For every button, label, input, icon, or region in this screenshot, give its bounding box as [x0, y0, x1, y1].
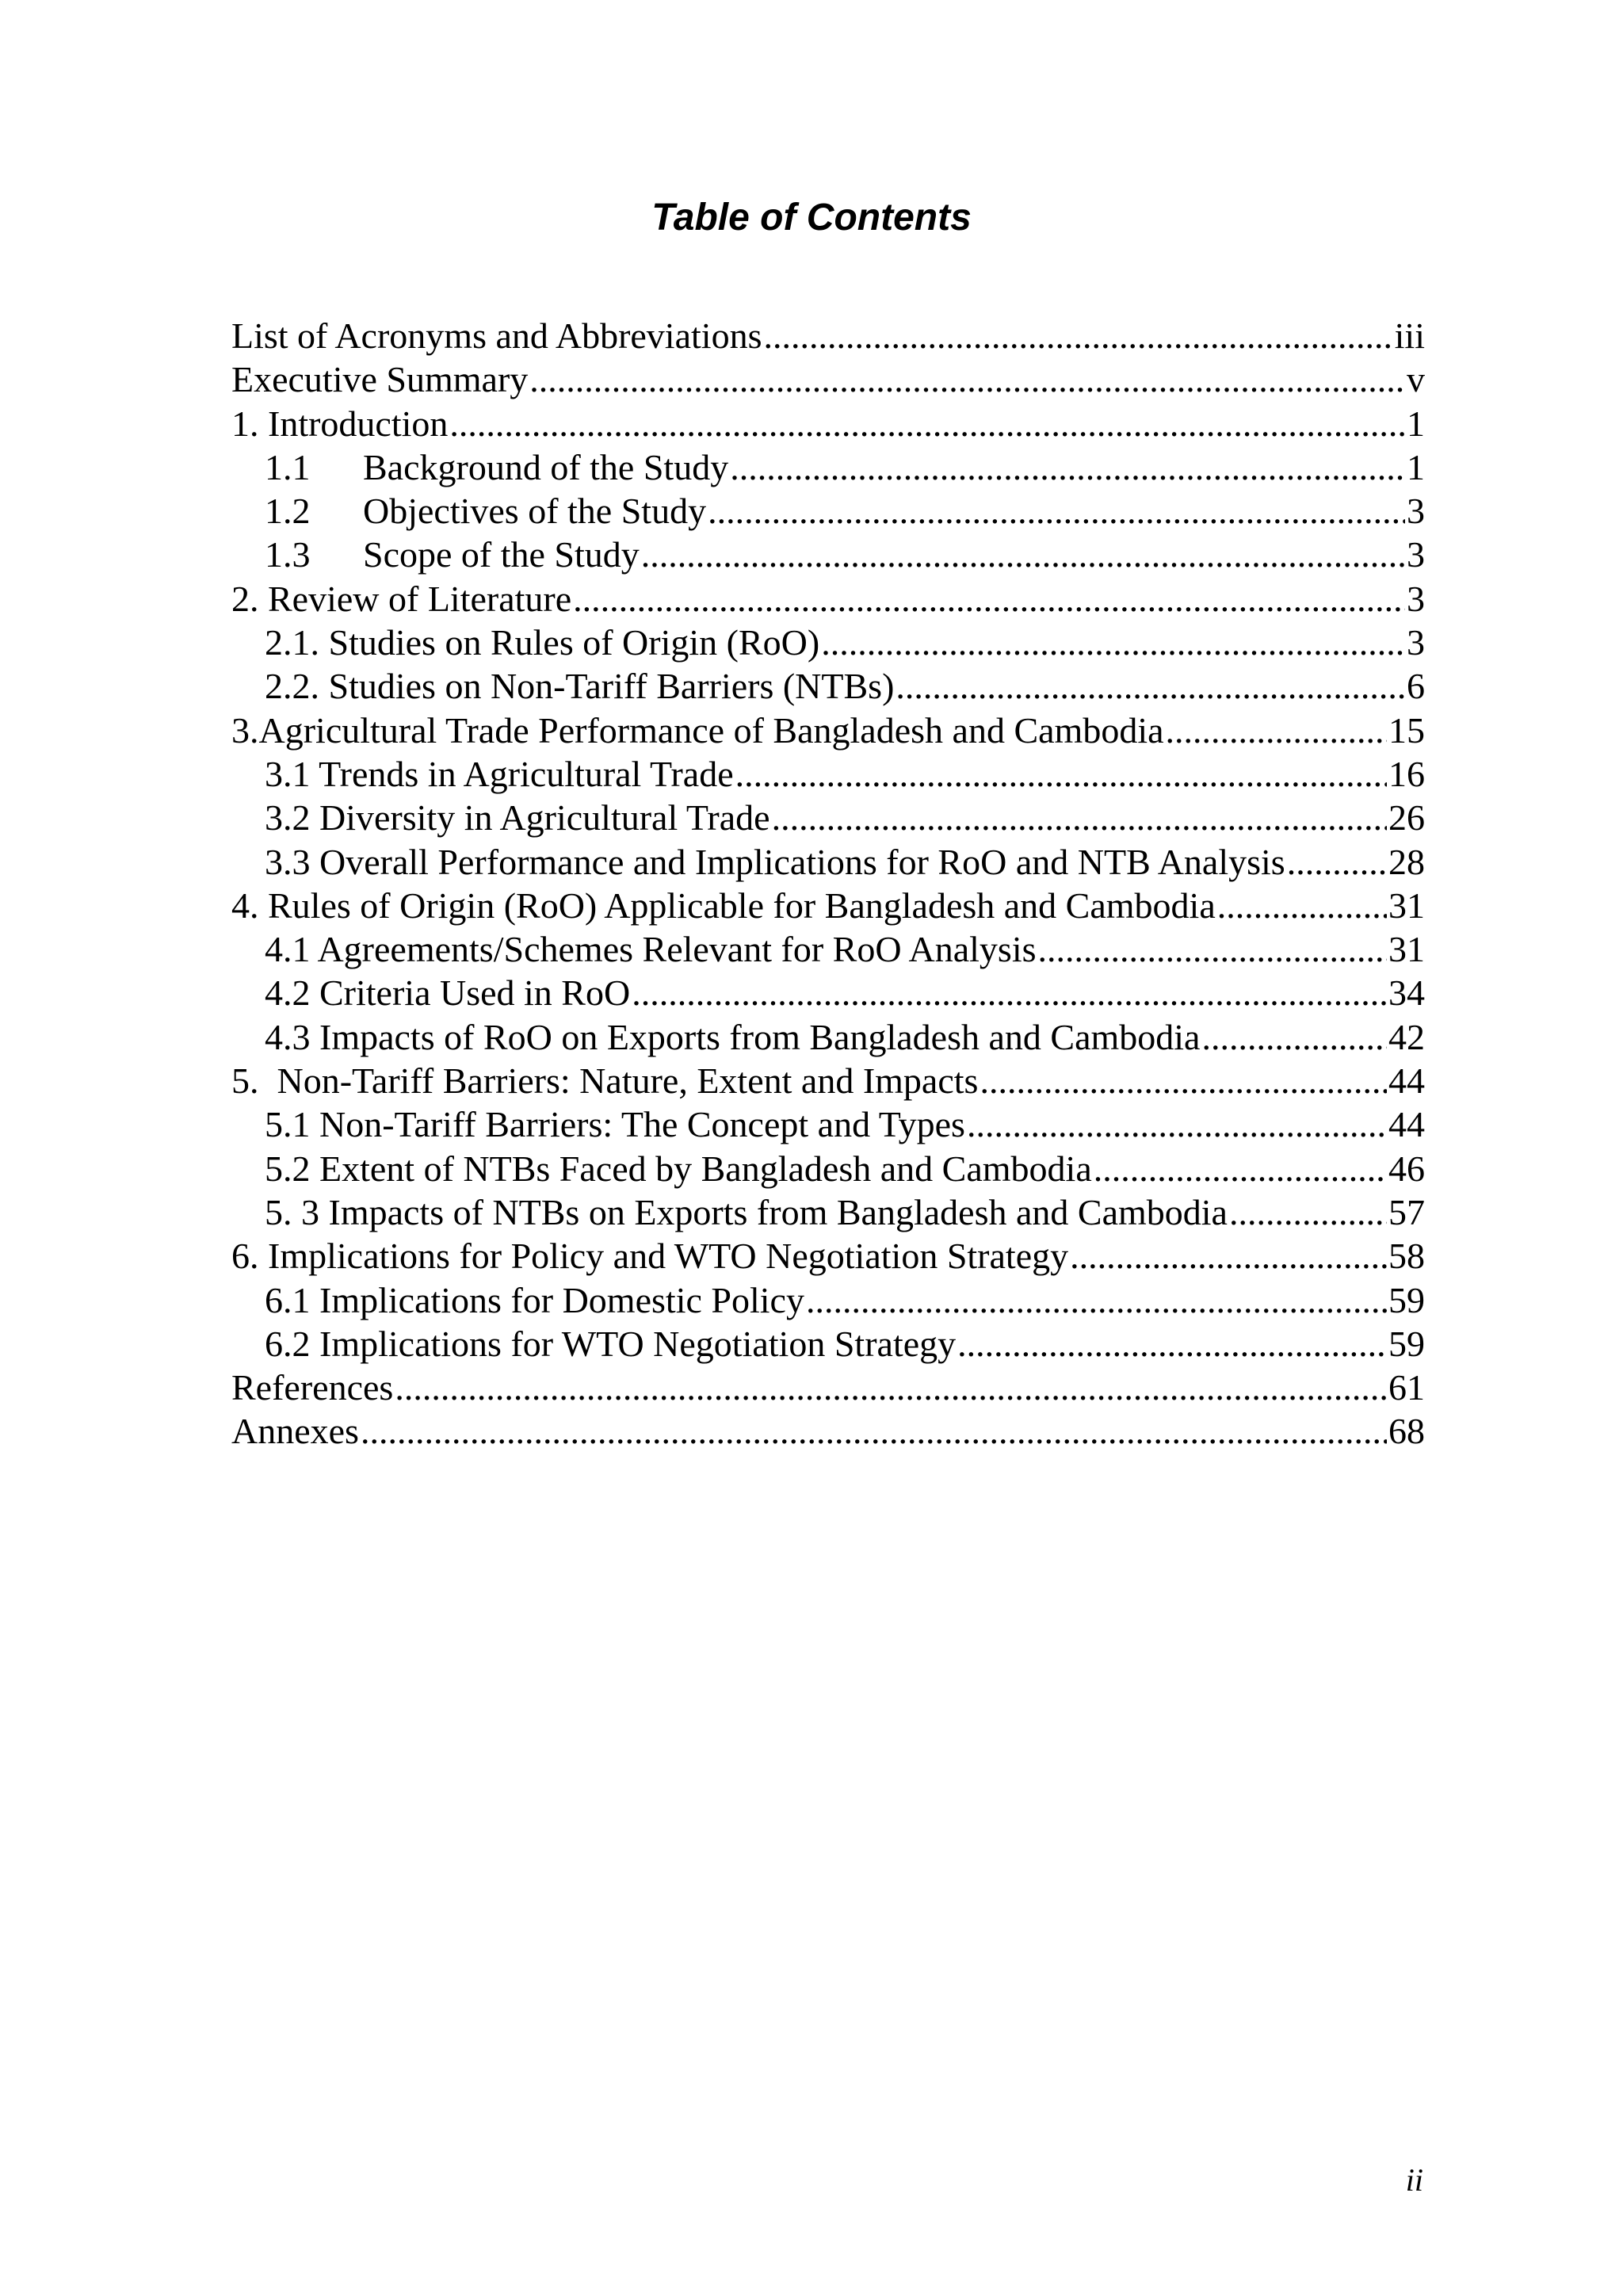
toc-entry-diversity[interactable]: [231, 796, 1425, 839]
dot-leader: [361, 1409, 1387, 1453]
toc-entry-title: 5.2 Extent of NTBs Faced by Bangladesh and Cambodia: [265, 1148, 1092, 1189]
toc-entry-title: Annexes: [231, 1411, 359, 1452]
toc-entry-page: v: [1407, 359, 1425, 400]
dot-leader: [573, 577, 1405, 621]
toc-entry-title: Background of the Study: [363, 446, 729, 487]
toc-entry-page: 15: [1388, 709, 1425, 751]
toc-entry-page: 3: [1407, 578, 1425, 619]
toc-entry-number: 1.1: [265, 446, 311, 487]
dot-leader: [896, 664, 1405, 708]
dot-leader: [821, 621, 1405, 664]
toc-entry-title: References: [231, 1367, 394, 1408]
toc-entry-title: 4.1 Agreements/Schemes Relevant for RoO Analysis: [265, 929, 1037, 970]
dot-leader: [395, 1366, 1387, 1409]
toc-entry-criteria-roo[interactable]: [231, 971, 1425, 1014]
toc-entry-ntb-concept[interactable]: [231, 1102, 1425, 1146]
toc-entry-objectives[interactable]: [231, 489, 1425, 533]
toc-entry-title: 6.1 Implications for Domestic Policy: [265, 1279, 804, 1320]
toc-entry-title: 3.Agricultural Trade Performance of Bangladesh and Cambodia: [231, 709, 1164, 751]
toc-entry-page: 26: [1388, 797, 1425, 839]
page-number: ii: [1405, 2162, 1423, 2198]
toc-entry-ntb-extent[interactable]: [231, 1147, 1425, 1190]
toc-entry-overall-performance[interactable]: [231, 840, 1425, 884]
toc-entry-agreements-schemes[interactable]: [231, 927, 1425, 971]
toc-entry-page: iii: [1394, 315, 1425, 356]
dot-leader: [735, 752, 1387, 796]
dot-leader: [529, 357, 1405, 401]
table-of-contents: [231, 314, 1425, 1454]
dot-leader: [1229, 1190, 1387, 1234]
toc-entry-page: 59: [1388, 1279, 1425, 1320]
toc-entry-page: 3: [1407, 622, 1425, 663]
toc-entry-title: 1. Introduction: [231, 403, 449, 444]
dot-leader: [708, 489, 1405, 533]
toc-entry-trends[interactable]: [231, 752, 1425, 796]
toc-entry-annexes[interactable]: [231, 1409, 1425, 1453]
dot-leader: [641, 533, 1405, 576]
toc-entry-title: 5. 3 Impacts of NTBs on Exports from Bangladesh and Cambodia: [265, 1191, 1228, 1232]
toc-entry-implications[interactable]: [231, 1234, 1425, 1278]
toc-entry-page: 42: [1388, 1016, 1425, 1057]
toc-entry-title: Executive Summary: [231, 359, 529, 400]
toc-entry-page: 3: [1407, 491, 1425, 532]
toc-entry-page: 6: [1407, 666, 1425, 707]
toc-entry-wto-strategy[interactable]: [231, 1322, 1425, 1366]
toc-entry-title: Objectives of the Study: [363, 491, 707, 532]
toc-entry-page: 59: [1388, 1323, 1425, 1364]
toc-entry-number: 1.2: [265, 491, 311, 532]
toc-entry-page: 46: [1388, 1148, 1425, 1189]
toc-entry-title: Scope of the Study: [363, 534, 640, 575]
toc-entry-title: 2. Review of Literature: [231, 578, 572, 619]
toc-entry-page: 28: [1388, 841, 1425, 882]
dot-leader: [1287, 840, 1387, 884]
toc-entry-page: 16: [1388, 753, 1425, 794]
toc-entry-review-of-literature[interactable]: [231, 577, 1425, 621]
dot-leader: [806, 1278, 1387, 1322]
toc-entry-agricultural-trade-performance[interactable]: [231, 709, 1425, 752]
toc-entry-page: 3: [1407, 534, 1425, 575]
toc-entry-introduction[interactable]: [231, 402, 1425, 445]
dot-leader: [730, 445, 1405, 489]
toc-entry-title: 5.1 Non-Tariff Barriers: The Concept and Types: [265, 1104, 965, 1145]
dot-leader: [1166, 709, 1387, 752]
toc-entry-page: 31: [1388, 929, 1425, 970]
toc-entry-title: 6.2 Implications for WTO Negotiation Strategy: [265, 1323, 957, 1364]
dot-leader: [967, 1102, 1387, 1146]
dot-leader: [1038, 927, 1387, 971]
toc-entry-page: 1: [1407, 403, 1425, 444]
toc-entry-scope[interactable]: [231, 533, 1425, 576]
page-title: Table of Contents: [651, 197, 972, 239]
toc-entry-references[interactable]: [231, 1366, 1425, 1409]
dot-leader: [1217, 884, 1387, 927]
toc-entry-page: 44: [1388, 1060, 1425, 1102]
toc-entry-title: 4.3 Impacts of RoO on Exports from Bangladesh and Cambodia: [265, 1016, 1201, 1057]
toc-entry-title: 2.2. Studies on Non-Tariff Barriers (NTBs): [265, 666, 895, 707]
dot-leader: [449, 402, 1405, 445]
toc-entry-page: 34: [1388, 972, 1425, 1014]
dot-leader: [763, 314, 1392, 357]
dot-leader: [772, 796, 1387, 839]
toc-entry-page: 57: [1388, 1191, 1425, 1232]
dot-leader: [1094, 1147, 1387, 1190]
toc-entry-background[interactable]: [231, 445, 1425, 489]
toc-entry-title: 6. Implications for Policy and WTO Negotiation Strategy: [231, 1236, 1069, 1277]
dot-leader: [957, 1322, 1387, 1366]
toc-entry-title: List of Acronyms and Abbreviations: [231, 315, 762, 356]
toc-entry-domestic-policy[interactable]: [231, 1278, 1425, 1322]
dot-leader: [1201, 1015, 1387, 1059]
toc-entry-page: 68: [1388, 1411, 1425, 1452]
toc-entry-impacts-roo[interactable]: [231, 1015, 1425, 1059]
toc-entry-title: 2.1. Studies on Rules of Origin (RoO): [265, 622, 820, 663]
toc-entry-title: 3.3 Overall Performance and Implications for RoO and NTB Analysis: [265, 841, 1285, 882]
toc-entry-title: 4.2 Criteria Used in RoO: [265, 972, 631, 1014]
toc-entry-title: 4. Rules of Origin (RoO) Applicable for Bangladesh and Cambodia: [231, 884, 1216, 926]
toc-entry-number: 1.3: [265, 534, 311, 575]
dot-leader: [980, 1059, 1387, 1102]
toc-entry-page: 31: [1388, 884, 1425, 926]
toc-entry-title: 5. Non-Tariff Barriers: Nature, Extent and Impacts: [231, 1060, 979, 1102]
dot-leader: [1070, 1234, 1387, 1278]
toc-entry-title: 3.1 Trends in Agricultural Trade: [265, 753, 734, 794]
toc-entry-studies-ntbs[interactable]: [231, 664, 1425, 708]
toc-entry-executive-summary[interactable]: [231, 357, 1425, 401]
toc-entry-page: 1: [1407, 446, 1425, 487]
toc-entry-title: 3.2 Diversity in Agricultural Trade: [265, 797, 770, 839]
toc-entry-page: 61: [1388, 1367, 1425, 1408]
toc-entry-non-tariff-barriers[interactable]: [231, 1059, 1425, 1102]
toc-entry-page: 58: [1388, 1236, 1425, 1277]
toc-entry-studies-roo[interactable]: [231, 621, 1425, 664]
dot-leader: [632, 971, 1387, 1014]
toc-entry-rules-of-origin[interactable]: [231, 884, 1425, 927]
toc-entry-acronyms[interactable]: [231, 314, 1425, 357]
toc-entry-page: 44: [1388, 1104, 1425, 1145]
toc-entry-ntb-impacts[interactable]: [231, 1190, 1425, 1234]
